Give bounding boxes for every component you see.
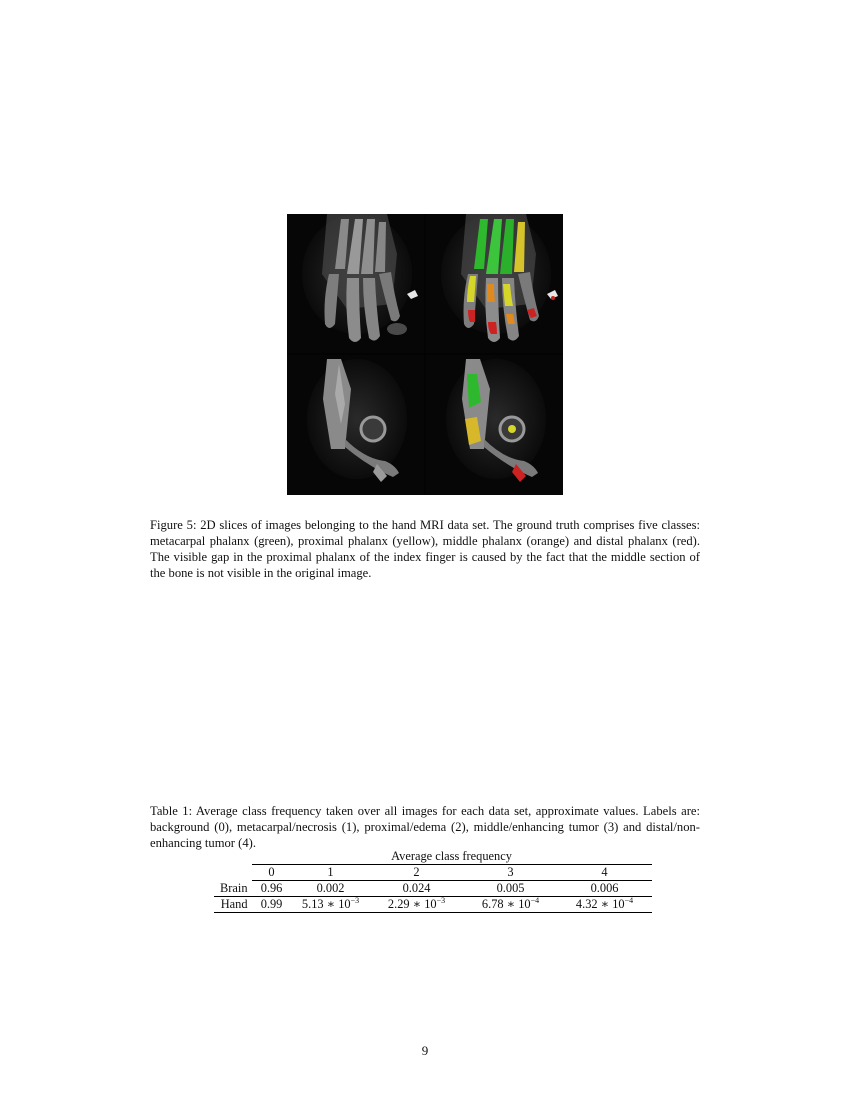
table-cell: 6.78 ∗ $10^{-4}$ xyxy=(464,897,558,913)
row-label: Hand xyxy=(214,897,252,913)
mri-slices-image xyxy=(287,214,563,495)
figure-caption: Figure 5: 2D slices of images belonging to the hand MRI data set. The ground truth comprises five classes: metacarpal phalanx (green), proximal phalanx (yellow), middle phalanx (orange) and distal phalanx (red). The visible gap in the proximal phalanx of the index finger is caused by the fact that the middle section of the bone is not visible in the original image. xyxy=(150,518,700,580)
column-header: 4 xyxy=(558,865,652,881)
column-header: 1 xyxy=(292,865,370,881)
class-frequency-table xyxy=(214,849,652,913)
table-cell: 5.13 ∗ $10^{-3}$ xyxy=(292,897,370,913)
hand-mri-figure xyxy=(287,214,563,495)
table-group-header: Average class frequency xyxy=(252,849,652,865)
page-number: 9 xyxy=(421,1043,429,1058)
table-cell: 0.006 xyxy=(558,881,652,897)
table-cell: 0.99 xyxy=(252,897,292,913)
row-label: Brain xyxy=(214,881,252,897)
table-cell: 4.32 ∗ $10^{-4}$ xyxy=(558,897,652,913)
column-header: 2 xyxy=(370,865,464,881)
column-header: 3 xyxy=(464,865,558,881)
table-caption: Table 1: Average class frequency taken over all images for each data set, approximate values. Labels are: background (0), metacarpal/necrosis (1), proximal/edema (2), middle/enhancing tumor (3) and distal/non-enhancing tumor (4). xyxy=(150,804,700,850)
table-row xyxy=(214,897,652,913)
column-header: 0 xyxy=(252,865,292,881)
table-cell: 2.29 ∗ $10^{-3}$ xyxy=(370,897,464,913)
table-cell: 0.002 xyxy=(292,881,370,897)
table-cell: 0.005 xyxy=(464,881,558,897)
table-row xyxy=(214,881,652,897)
table-cell: 0.024 xyxy=(370,881,464,897)
table-cell: 0.96 xyxy=(252,881,292,897)
